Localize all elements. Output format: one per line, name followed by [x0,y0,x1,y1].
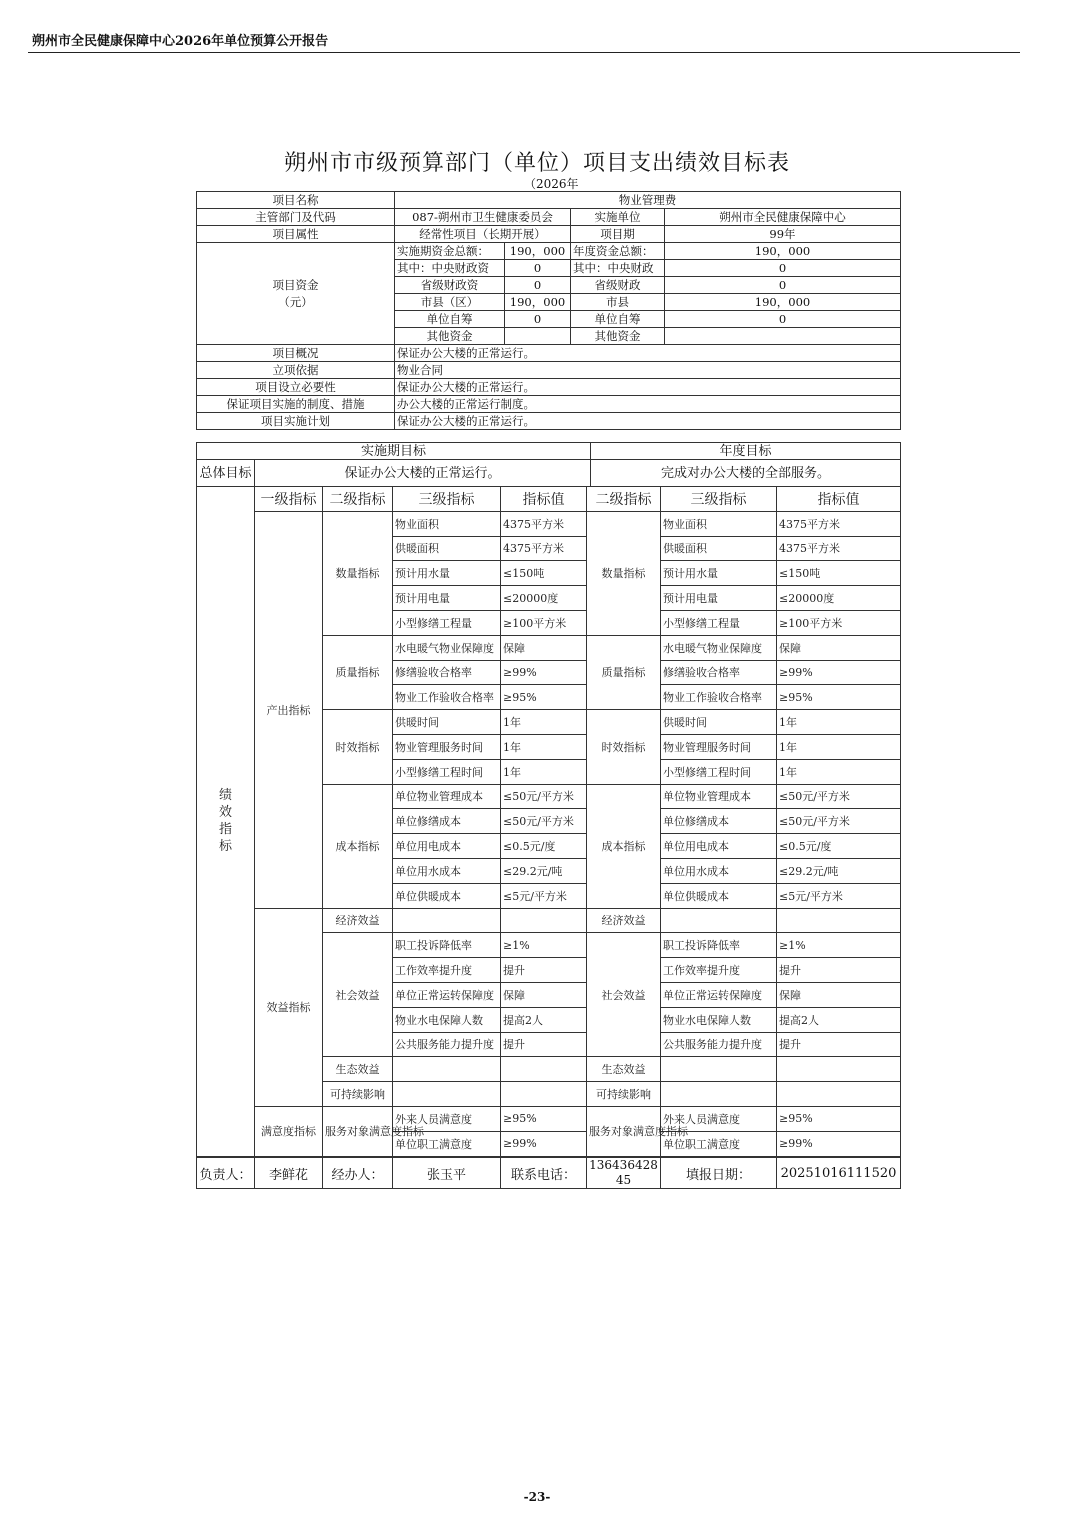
phone-number: 13643642845 [587,1158,661,1189]
level3-indicator: 外来人员满意度 [393,1106,501,1131]
level3-indicator: 单位供暖成本 [393,883,501,908]
table-row [197,209,901,226]
footer-table [196,1157,901,1189]
level3-indicator: 单位供暖成本 [661,883,777,908]
perf-side-label [197,487,255,1157]
level3-indicator: 单位用电成本 [661,834,777,859]
cell-value: 0 [665,311,901,328]
indicator-value: ≥99% [777,1131,901,1156]
indicator-value: 1年 [501,759,587,784]
table-row [197,443,901,460]
indicator-value: 提高2人 [501,1007,587,1032]
indicator-value: ≤29.2元/吨 [501,858,587,883]
indicator-value: ≤150吨 [777,561,901,586]
cell-value: 保证办公大楼的正常运行。 [395,379,901,396]
cell-value: 保证办公大楼的正常运行。 [395,413,901,430]
level3-indicator: 外来人员满意度 [661,1106,777,1131]
cell-value [505,328,571,345]
indicator-value: ≤5元/平方米 [501,883,587,908]
cell-label: 单位自筹 [395,311,505,328]
indicator-value: ≥99% [501,660,587,685]
cell-label: 项目概况 [197,345,395,362]
level3-indicator: 职工投诉降低率 [393,933,501,958]
handler-name: 张玉平 [393,1158,501,1189]
level3-indicator: 小型修缮工程时间 [393,759,501,784]
indicator-value: ≤5元/平方米 [777,883,901,908]
cell-value: 190，000 [665,243,901,260]
level3-indicator: 工作效率提升度 [393,958,501,983]
indicator-value: 1年 [501,710,587,735]
table-row [197,511,901,536]
cell-value: 087-朔州市卫生健康委员会 [395,209,571,226]
cell-value: 朔州市全民健康保障中心 [665,209,901,226]
cell-value: 99年 [665,226,901,243]
indicator-value: ≤150吨 [501,561,587,586]
cell-label: 市县 [571,294,665,311]
cell-value: 190，000 [505,294,571,311]
fund-unit: （元） [278,294,313,309]
phone-label: 联系电话： [501,1158,587,1189]
annual-goal-header: 年度目标 [591,443,901,460]
table-row [197,243,901,260]
indicator-value: ≥95% [501,685,587,710]
date-value: 20251016111520 [777,1158,901,1189]
indicator-value: 1年 [777,710,901,735]
indicator-value: ≥1% [777,933,901,958]
period-goal-header: 实施期目标 [197,443,591,460]
col-header: 一级指标 [255,487,323,512]
level2-indicator: 数量指标 [323,511,393,635]
cell-value: 190，000 [505,243,571,260]
indicator-value: ≥100平方米 [501,610,587,635]
level2-indicator: 数量指标 [587,511,661,635]
level3-indicator [393,1082,501,1107]
col-header: 指标值 [501,487,587,512]
level3-indicator: 物业管理服务时间 [393,734,501,759]
overall-period-goal: 保证办公大楼的正常运行。 [255,460,591,487]
level3-indicator: 物业水电保障人数 [393,1007,501,1032]
level3-indicator: 单位职工满意度 [393,1131,501,1156]
table-row [197,226,901,243]
level2-indicator: 可持续影响 [323,1082,393,1107]
indicator-value: ≥95% [777,1106,901,1131]
cell-label: 主管部门及代码 [197,209,395,226]
cell-label: 其中：中央财政 [571,260,665,277]
indicator-value: ≥99% [777,660,901,685]
level3-indicator: 供暖时间 [393,710,501,735]
level3-indicator: 单位物业管理成本 [661,784,777,809]
col-header: 二级指标 [587,487,661,512]
perf-side-text: 绩效指标 [218,788,232,855]
level3-indicator: 物业面积 [393,511,501,536]
cell-value: 0 [505,277,571,294]
level1-indicator: 产出指标 [255,511,323,908]
cell-label: 其他资金 [395,328,505,345]
cell-value: 经常性项目（长期开展） [395,226,571,243]
level2-indicator: 可持续影响 [587,1082,661,1107]
indicator-value: ≤20000度 [501,586,587,611]
level3-indicator: 单位用电成本 [393,834,501,859]
level2-indicator: 时效指标 [323,710,393,784]
indicator-value: 提升 [777,1032,901,1057]
indicator-value: ≤20000度 [777,586,901,611]
level3-indicator: 单位用水成本 [661,858,777,883]
table-row [197,379,901,396]
page-title: 朔州市市级预算部门（单位）项目支出绩效目标表 [283,151,790,176]
report-header: 朔州市全民健康保障中心2026年单位预算公开报告 [32,34,329,49]
level3-indicator: 单位正常运转保障度 [661,982,777,1007]
cell-value: 物业合同 [395,362,901,379]
level3-indicator: 小型修缮工程时间 [661,759,777,784]
level3-indicator [661,1082,777,1107]
col-header: 三级指标 [661,487,777,512]
indicator-value: 提升 [777,958,901,983]
cell-label: 年度资金总额： [571,243,665,260]
owner-name: 李鲜花 [255,1158,323,1189]
level1-indicator: 效益指标 [255,908,323,1106]
indicator-value [777,1082,901,1107]
level3-indicator: 单位修缮成本 [393,809,501,834]
indicator-value: ≥100平方米 [777,610,901,635]
cell-value: 办公大楼的正常运行制度。 [395,396,901,413]
date-label: 填报日期： [661,1158,777,1189]
indicator-value: 保障 [501,982,587,1007]
indicator-value: ≤50元/平方米 [777,784,901,809]
page-number: -23- [523,1490,551,1504]
table-row [197,460,901,487]
level2-indicator: 成本指标 [587,784,661,908]
col-header: 指标值 [777,487,901,512]
level2-indicator: 服务对象满意度指标 [587,1106,661,1156]
indicator-value: ≤50元/平方米 [501,809,587,834]
indicator-value: 提升 [501,958,587,983]
cell-label: 单位自筹 [571,311,665,328]
indicator-value: 1年 [777,759,901,784]
indicator-value [501,908,587,933]
level2-indicator: 质量指标 [323,635,393,709]
level3-indicator: 单位物业管理成本 [393,784,501,809]
level3-indicator [661,1057,777,1082]
cell-label: 市县（区） [395,294,505,311]
basic-info-table [196,191,901,430]
level3-indicator: 修缮验收合格率 [393,660,501,685]
indicator-value: ≥1% [501,933,587,958]
cell-label: 省级财政资 [395,277,505,294]
table-row [197,1106,901,1131]
cell-value: 0 [505,260,571,277]
level3-indicator: 预计用水量 [393,561,501,586]
level3-indicator: 预计用水量 [661,561,777,586]
level3-indicator: 公共服务能力提升度 [661,1032,777,1057]
cell-label: 项目名称 [197,192,395,209]
indicator-value [777,1057,901,1082]
indicator-value: ≤0.5元/度 [501,834,587,859]
table-row [197,362,901,379]
table-row [197,396,901,413]
indicator-value: 1年 [501,734,587,759]
cell-value: 0 [505,311,571,328]
indicator-value: 提高2人 [777,1007,901,1032]
cell-value: 0 [665,277,901,294]
year-label: （2026年 [524,177,579,191]
level3-indicator: 物业管理服务时间 [661,734,777,759]
level1-indicator: 满意度指标 [255,1106,323,1156]
level3-indicator [661,908,777,933]
level3-indicator: 职工投诉降低率 [661,933,777,958]
level2-indicator: 服务对象满意度指标 [323,1106,393,1156]
cell-value: 190，000 [665,294,901,311]
level3-indicator: 公共服务能力提升度 [393,1032,501,1057]
table-row [197,908,901,933]
level3-indicator: 物业工作验收合格率 [393,685,501,710]
cell-label: 项目属性 [197,226,395,243]
level2-indicator: 成本指标 [323,784,393,908]
cell-value: 0 [665,260,901,277]
level2-indicator: 生态效益 [323,1057,393,1082]
level3-indicator: 小型修缮工程量 [393,610,501,635]
cell-label: 立项依据 [197,362,395,379]
indicator-value: ≥99% [501,1131,587,1156]
owner-label: 负责人： [197,1158,255,1189]
header-rule [28,52,1020,53]
indicator-value: 4375平方米 [501,536,587,561]
level3-indicator: 水电暖气物业保障度 [393,635,501,660]
cell-label: 其他资金 [571,328,665,345]
level3-indicator: 预计用电量 [661,586,777,611]
indicator-value: 4375平方米 [501,511,587,536]
table-row [197,413,901,430]
cell-label: 实施期资金总额： [395,243,505,260]
level2-indicator: 时效指标 [587,710,661,784]
cell-label: 其中：中央财政资 [395,260,505,277]
level3-indicator: 物业水电保障人数 [661,1007,777,1032]
level2-indicator: 生态效益 [587,1057,661,1082]
cell-label: 项目期 [571,226,665,243]
level3-indicator: 水电暖气物业保障度 [661,635,777,660]
col-header: 二级指标 [323,487,393,512]
goals-table [196,442,901,487]
indicator-value: 提升 [501,1032,587,1057]
overall-annual-goal: 完成对办公大楼的全部服务。 [591,460,901,487]
level3-indicator: 预计用电量 [393,586,501,611]
level3-indicator: 单位用水成本 [393,858,501,883]
level2-indicator: 社会效益 [323,933,393,1057]
cell-label: 实施单位 [571,209,665,226]
indicator-value [501,1057,587,1082]
col-header: 三级指标 [393,487,501,512]
level3-indicator: 工作效率提升度 [661,958,777,983]
handler-label: 经办人： [323,1158,393,1189]
indicator-value: ≥95% [501,1106,587,1131]
indicator-value [777,908,901,933]
level2-indicator: 社会效益 [587,933,661,1057]
cell-value: 保证办公大楼的正常运行。 [395,345,901,362]
indicator-value: 4375平方米 [777,536,901,561]
cell-value [665,328,901,345]
level3-indicator: 单位正常运转保障度 [393,982,501,1007]
level3-indicator: 单位职工满意度 [661,1131,777,1156]
level3-indicator [393,1057,501,1082]
level3-indicator: 小型修缮工程量 [661,610,777,635]
level3-indicator: 修缮验收合格率 [661,660,777,685]
indicator-value: ≤50元/平方米 [777,809,901,834]
fund-label-cell [197,243,395,345]
table-row [197,345,901,362]
level3-indicator: 供暖面积 [661,536,777,561]
indicator-value: ≥95% [777,685,901,710]
performance-table [196,486,901,1157]
level3-indicator: 供暖时间 [661,710,777,735]
indicator-value: ≤29.2元/吨 [777,858,901,883]
table-header-row [197,487,901,512]
indicator-value: ≤50元/平方米 [501,784,587,809]
indicator-value: 保障 [501,635,587,660]
level2-indicator: 经济效益 [587,908,661,933]
cell-label: 项目设立必要性 [197,379,395,396]
level3-indicator: 供暖面积 [393,536,501,561]
indicator-value: 保障 [777,982,901,1007]
indicator-value: 保障 [777,635,901,660]
fund-label: 项目资金 [272,277,319,292]
cell-label: 保证项目实施的制度、措施 [197,396,395,413]
overall-goal-label: 总体目标 [197,460,255,487]
indicator-value: 1年 [777,734,901,759]
indicator-value [501,1082,587,1107]
cell-label: 项目实施计划 [197,413,395,430]
table-row [197,192,901,209]
level3-indicator: 物业面积 [661,511,777,536]
cell-value: 物业管理费 [395,192,901,209]
level2-indicator: 质量指标 [587,635,661,709]
indicator-value: ≤0.5元/度 [777,834,901,859]
table-row [197,1158,901,1189]
level2-indicator: 经济效益 [323,908,393,933]
cell-label: 省级财政 [571,277,665,294]
level3-indicator: 物业工作验收合格率 [661,685,777,710]
level3-indicator [393,908,501,933]
indicator-value: 4375平方米 [777,511,901,536]
level3-indicator: 单位修缮成本 [661,809,777,834]
